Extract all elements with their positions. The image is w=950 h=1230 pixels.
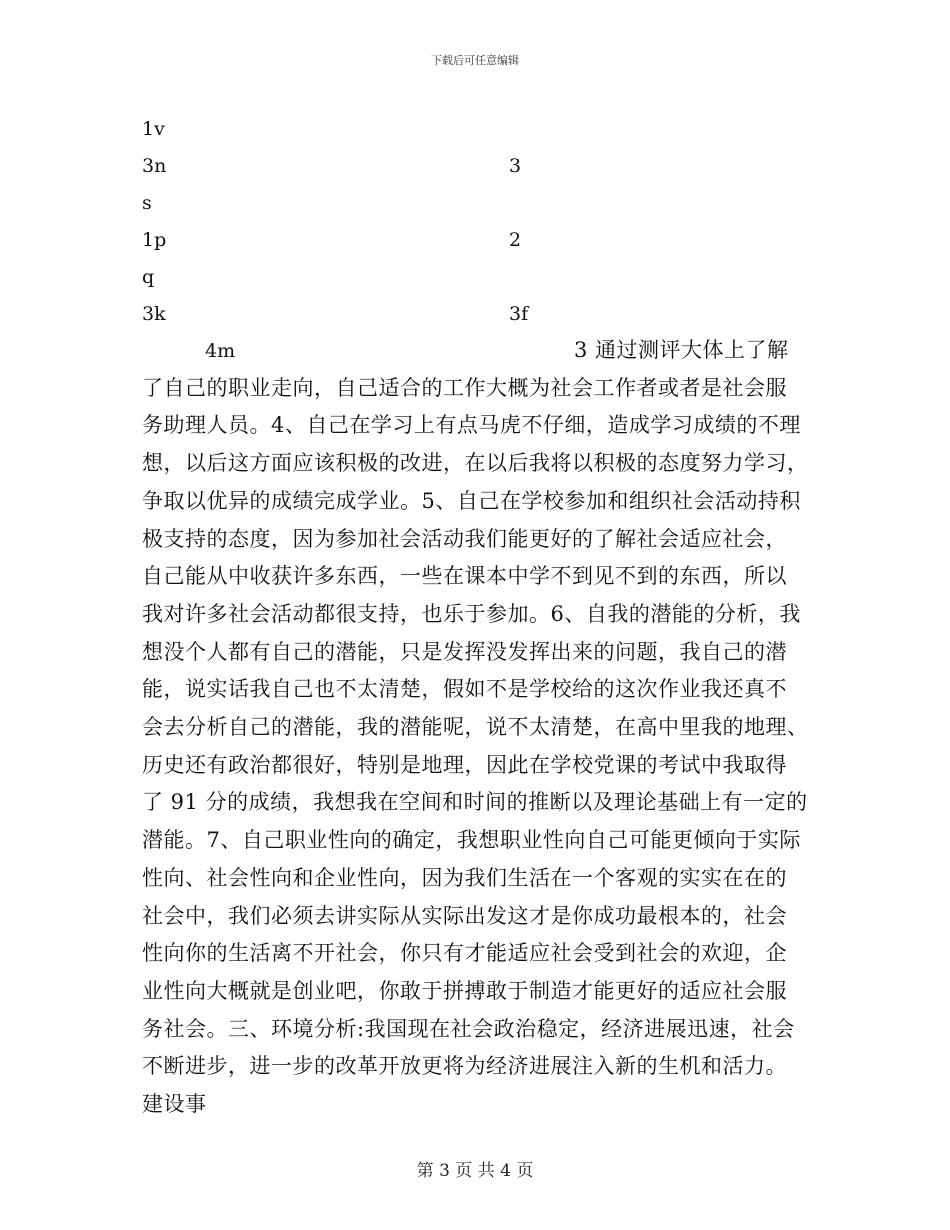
paragraph-line: 自己能从中收获许多东西，一些在课本中学不到见不到的东西，所以 xyxy=(142,564,787,589)
fragment-s: s xyxy=(142,192,152,214)
page-footer: 第 3 页 共 4 页 xyxy=(416,1161,534,1181)
paragraph-line: 性向、社会性向和企业性向，因为我们生活在一个客观的实实在在的 xyxy=(142,865,787,890)
paragraph-line: 性向你的生活离不开社会，你只有才能适应社会受到社会的欢迎，企 xyxy=(142,941,787,966)
paragraph-line: 想没个人都有自己的潜能，只是发挥没发挥出来的问题，我自己的潜 xyxy=(142,639,787,664)
paragraph-line: 了自己的职业走向，自己适合的工作大概为社会工作者或者是社会服 xyxy=(142,375,787,400)
paragraph-line: 会去分析自己的潜能，我的潜能呢，说不太清楚，在高中里我的地理、 xyxy=(142,715,809,740)
paragraph-line: 社会中，我们必须去讲实际从实际出发这才是你成功最根本的，社会 xyxy=(142,903,787,928)
fragment-2: 2 xyxy=(509,229,522,251)
fragment-q: q xyxy=(142,266,155,288)
paragraph-line: 务助理人员。4、自己在学习上有点马虎不仔细，造成学习成绩的不理 xyxy=(142,413,801,438)
body-paragraph xyxy=(142,332,809,1124)
paragraph-line: 3 通过测评大体上了解 xyxy=(574,338,789,362)
fragment-3k: 3k xyxy=(142,303,166,325)
fragment-3: 3 xyxy=(509,155,522,177)
fragment-3f: 3f xyxy=(509,303,529,325)
paragraph-line: 不断进步，进一步的改革开放更将为经济进展注入新的生机和活力。 xyxy=(142,1054,787,1079)
paragraph-line: 业性向大概就是创业吧，你敢于拼搏敢于制造才能更好的适应社会服 xyxy=(142,978,787,1003)
paragraph-line: 我对许多社会活动都很支持，也乐于参加。6、自我的潜能的分析，我 xyxy=(142,601,801,626)
paragraph-line: 能，说实话我自己也不太清楚，假如不是学校给的这次作业我还真不 xyxy=(142,677,787,702)
fragment-1p: 1p xyxy=(142,229,167,251)
fragment-3n: 3n xyxy=(142,155,167,177)
paragraph-line: 了 91 分的成绩，我想我在空间和时间的推断以及理论基础上有一定的 xyxy=(142,790,808,815)
page-header: 下载后可任意编辑 xyxy=(431,54,519,67)
paragraph-line: 极支持的态度，因为参加社会活动我们能更好的了解社会适应社会， xyxy=(142,526,787,551)
fragment-1v: 1v xyxy=(142,118,165,140)
paragraph-line: 建设事 xyxy=(142,1092,207,1117)
paragraph-line: 潜能。7、自己职业性向的确定，我想职业性向自己可能更倾向于实际 xyxy=(142,828,801,853)
paragraph-line: 争取以优异的成绩完成学业。5、自己在学校参加和组织社会活动持积 xyxy=(142,488,801,513)
paragraph-line: 务社会。三、环境分析:我国现在社会政治稳定，经济进展迅速，社会 xyxy=(142,1016,795,1041)
fragment-4m: 4m xyxy=(205,340,236,362)
paragraph-line: 历史还有政治都很好，特别是地理，因此在学校党课的考试中我取得 xyxy=(142,752,787,777)
paragraph-line: 想，以后这方面应该积极的改进，在以后我将以积极的态度努力学习， xyxy=(142,451,809,476)
